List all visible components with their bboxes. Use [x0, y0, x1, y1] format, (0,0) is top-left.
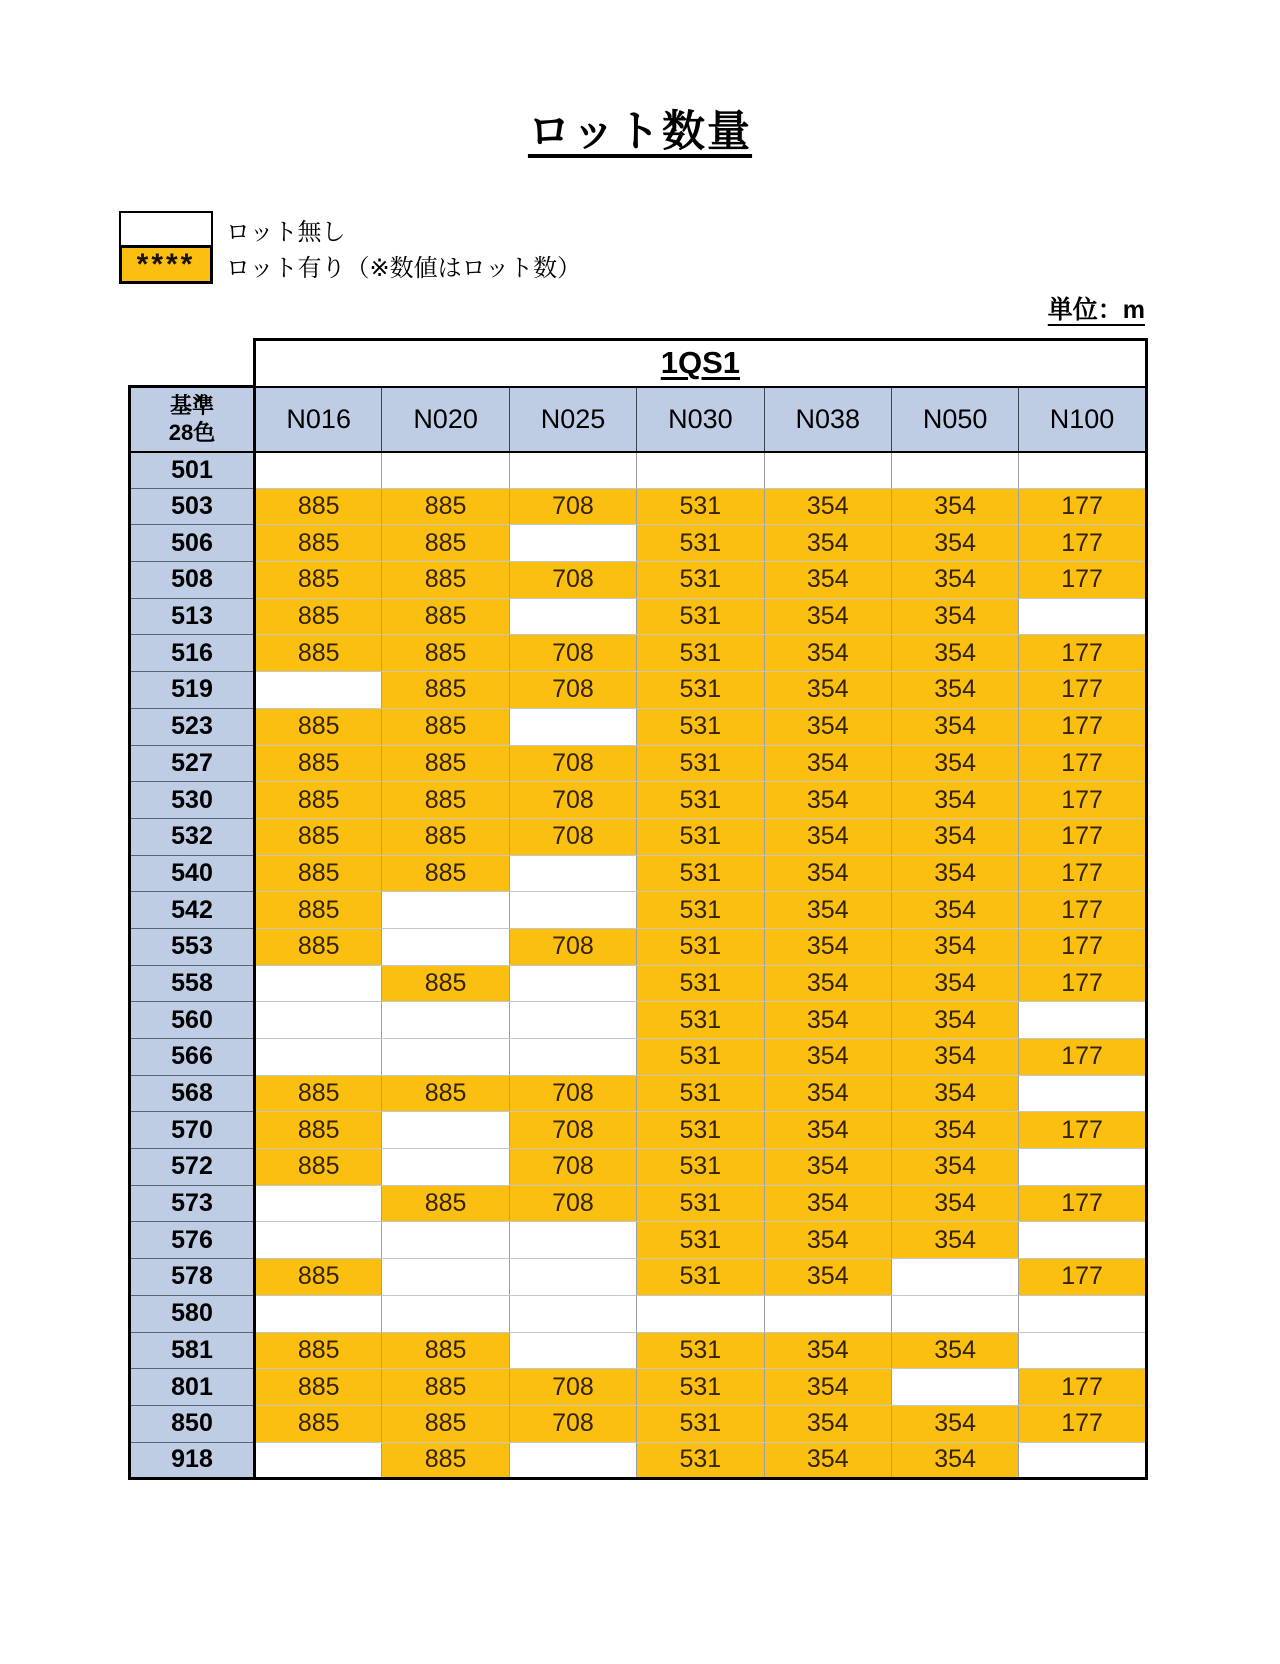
lot-cell: 885 [255, 855, 382, 892]
lot-cell: 531 [637, 672, 764, 709]
table-row-570 [130, 1112, 1147, 1149]
legend-has-lot-label: ロット有り（※数値はロット数） [226, 255, 582, 282]
column-header-n100: N100 [1019, 387, 1146, 452]
table-row-581 [130, 1332, 1147, 1369]
lot-cell: 354 [764, 928, 891, 965]
lot-cell: 354 [764, 1039, 891, 1076]
lot-cell: 885 [255, 562, 382, 599]
lot-cell [1019, 1149, 1146, 1186]
row-label: 506 [130, 525, 255, 562]
lot-cell [509, 525, 636, 562]
table-row-523 [130, 708, 1147, 745]
lot-cell: 177 [1019, 892, 1146, 929]
lot-cell [255, 1442, 382, 1479]
row-label: 508 [130, 562, 255, 599]
lot-cell: 354 [891, 1442, 1018, 1479]
column-header-n030: N030 [637, 387, 764, 452]
lot-quantity-table [128, 338, 1148, 1480]
lot-cell: 531 [637, 892, 764, 929]
lot-cell: 885 [382, 1442, 509, 1479]
lot-cell: 354 [764, 855, 891, 892]
lot-cell: 885 [255, 1149, 382, 1186]
row-label: 553 [130, 928, 255, 965]
table-row-540 [130, 855, 1147, 892]
lot-cell: 531 [637, 1222, 764, 1259]
lot-cell: 531 [637, 1442, 764, 1479]
lot-cell: 531 [637, 1185, 764, 1222]
lot-cell: 354 [764, 745, 891, 782]
row-label: 918 [130, 1442, 255, 1479]
lot-cell: 531 [637, 1405, 764, 1442]
table-top-left-blank [130, 340, 255, 387]
lot-cell: 354 [764, 708, 891, 745]
lot-cell [382, 1222, 509, 1259]
table-row-573 [130, 1185, 1147, 1222]
lot-cell: 354 [764, 965, 891, 1002]
lot-cell [382, 1259, 509, 1296]
lot-cell: 354 [891, 1002, 1018, 1039]
lot-cell: 354 [891, 672, 1018, 709]
lot-cell: 354 [891, 892, 1018, 929]
table-row-503 [130, 488, 1147, 525]
table-row-558 [130, 965, 1147, 1002]
lot-cell [255, 1185, 382, 1222]
lot-cell: 354 [764, 488, 891, 525]
lot-cell: 885 [255, 598, 382, 635]
table-row-568 [130, 1075, 1147, 1112]
lot-cell [382, 452, 509, 489]
lot-cell: 885 [255, 1259, 382, 1296]
table-row-850 [130, 1405, 1147, 1442]
lot-cell: 354 [891, 525, 1018, 562]
row-label: 566 [130, 1039, 255, 1076]
lot-cell: 885 [255, 1112, 382, 1149]
table-row-578 [130, 1259, 1147, 1296]
lot-cell: 177 [1019, 1405, 1146, 1442]
table-row-516 [130, 635, 1147, 672]
lot-cell: 354 [764, 892, 891, 929]
table-row-527 [130, 745, 1147, 782]
lot-cell: 354 [764, 1259, 891, 1296]
lot-cell: 354 [891, 1112, 1018, 1149]
lot-cell [764, 452, 891, 489]
lot-cell: 531 [637, 708, 764, 745]
lot-cell: 354 [891, 745, 1018, 782]
lot-cell [1019, 1075, 1146, 1112]
lot-cell: 708 [509, 1112, 636, 1149]
lot-cell: 708 [509, 1149, 636, 1186]
lot-cell [509, 892, 636, 929]
lot-cell: 885 [382, 1405, 509, 1442]
lot-cell: 885 [255, 635, 382, 672]
lot-cell: 885 [255, 928, 382, 965]
lot-cell: 177 [1019, 1112, 1146, 1149]
lot-cell: 708 [509, 1075, 636, 1112]
lot-cell: 885 [255, 1075, 382, 1112]
lot-cell: 354 [891, 598, 1018, 635]
lot-cell: 354 [891, 488, 1018, 525]
lot-cell [1019, 452, 1146, 489]
row-header-title-line2: 28色 [168, 420, 216, 446]
lot-cell [255, 1295, 382, 1332]
lot-cell: 354 [891, 818, 1018, 855]
lot-cell [382, 1112, 509, 1149]
lot-cell: 177 [1019, 525, 1146, 562]
lot-cell: 708 [509, 1405, 636, 1442]
row-label: 568 [130, 1075, 255, 1112]
lot-cell [255, 452, 382, 489]
column-header-n050: N050 [891, 387, 1018, 452]
lot-cell [1019, 1295, 1146, 1332]
lot-cell: 354 [764, 635, 891, 672]
table-row-572 [130, 1149, 1147, 1186]
table-row-532 [130, 818, 1147, 855]
lot-cell: 885 [382, 1185, 509, 1222]
row-label: 513 [130, 598, 255, 635]
lot-cell [509, 452, 636, 489]
lot-cell: 885 [255, 1332, 382, 1369]
lot-cell: 531 [637, 928, 764, 965]
lot-cell: 354 [764, 1222, 891, 1259]
row-label: 558 [130, 965, 255, 1002]
lot-cell: 885 [382, 782, 509, 819]
lot-cell: 354 [764, 1405, 891, 1442]
lot-cell: 531 [637, 562, 764, 599]
row-label: 573 [130, 1185, 255, 1222]
row-label: 532 [130, 818, 255, 855]
lot-cell [1019, 1442, 1146, 1479]
lot-cell: 177 [1019, 1259, 1146, 1296]
lot-cell: 354 [764, 1002, 891, 1039]
table-row-513 [130, 598, 1147, 635]
column-header-row [130, 387, 1147, 452]
legend-has-lot-swatch: **** [119, 245, 213, 284]
lot-cell: 354 [891, 1405, 1018, 1442]
lot-cell: 177 [1019, 562, 1146, 599]
lot-cell: 531 [637, 1369, 764, 1406]
row-label: 850 [130, 1405, 255, 1442]
lot-cell: 708 [509, 782, 636, 819]
lot-cell: 531 [637, 635, 764, 672]
table-row-566 [130, 1039, 1147, 1076]
lot-table [128, 338, 1148, 1480]
lot-cell [1019, 1002, 1146, 1039]
lot-cell: 531 [637, 525, 764, 562]
lot-cell: 708 [509, 928, 636, 965]
table-row-501 [130, 452, 1147, 489]
lot-cell: 708 [509, 488, 636, 525]
lot-cell [509, 1259, 636, 1296]
lot-cell: 885 [382, 708, 509, 745]
lot-cell [382, 928, 509, 965]
lot-cell: 354 [891, 562, 1018, 599]
lot-cell: 885 [382, 562, 509, 599]
lot-cell: 885 [382, 525, 509, 562]
lot-cell: 531 [637, 855, 764, 892]
row-label: 570 [130, 1112, 255, 1149]
row-header-title [130, 387, 255, 452]
lot-cell: 354 [764, 1185, 891, 1222]
lot-cell [891, 1369, 1018, 1406]
lot-cell [1019, 1332, 1146, 1369]
lot-cell [764, 1295, 891, 1332]
lot-cell: 885 [382, 1332, 509, 1369]
lot-cell: 354 [891, 1075, 1018, 1112]
lot-cell: 885 [255, 488, 382, 525]
table-row-918 [130, 1442, 1147, 1479]
row-label: 801 [130, 1369, 255, 1406]
lot-cell [891, 452, 1018, 489]
lot-cell [255, 1002, 382, 1039]
lot-cell: 177 [1019, 708, 1146, 745]
row-label: 580 [130, 1295, 255, 1332]
column-header-n016: N016 [255, 387, 382, 452]
lot-cell: 531 [637, 745, 764, 782]
lot-cell: 885 [255, 1369, 382, 1406]
lot-cell: 354 [764, 598, 891, 635]
lot-cell [509, 598, 636, 635]
table-row-580 [130, 1295, 1147, 1332]
lot-cell: 708 [509, 672, 636, 709]
lot-cell: 885 [255, 525, 382, 562]
lot-cell: 354 [764, 1075, 891, 1112]
lot-cell: 354 [891, 1185, 1018, 1222]
legend-row-has-lot [119, 247, 581, 284]
lot-cell: 177 [1019, 928, 1146, 965]
lot-cell: 885 [382, 745, 509, 782]
lot-cell: 885 [255, 708, 382, 745]
row-label: 527 [130, 745, 255, 782]
row-label: 519 [130, 672, 255, 709]
lot-cell: 354 [764, 1332, 891, 1369]
lot-cell: 708 [509, 745, 636, 782]
lot-cell [382, 1149, 509, 1186]
group-header-row [130, 340, 1147, 387]
lot-cell: 885 [382, 1075, 509, 1112]
legend-row-no-lot [119, 211, 581, 247]
legend-no-lot-swatch [119, 211, 213, 247]
lot-cell: 531 [637, 1149, 764, 1186]
lot-cell [509, 1002, 636, 1039]
lot-cell [891, 1295, 1018, 1332]
lot-cell: 531 [637, 818, 764, 855]
page-title: ロット数量 [527, 108, 753, 156]
lot-cell: 354 [891, 708, 1018, 745]
lot-cell: 531 [637, 488, 764, 525]
lot-cell: 354 [764, 1149, 891, 1186]
lot-cell [382, 892, 509, 929]
column-header-n025: N025 [509, 387, 636, 452]
lot-cell: 354 [764, 818, 891, 855]
lot-cell [509, 1295, 636, 1332]
lot-cell [637, 1295, 764, 1332]
lot-cell: 354 [764, 1369, 891, 1406]
lot-cell: 354 [891, 1149, 1018, 1186]
row-label: 560 [130, 1002, 255, 1039]
table-row-560 [130, 1002, 1147, 1039]
lot-cell: 531 [637, 1332, 764, 1369]
lot-cell: 354 [764, 782, 891, 819]
column-header-n038: N038 [764, 387, 891, 452]
lot-cell: 354 [764, 562, 891, 599]
row-header-title-line1: 基準 [169, 392, 214, 418]
lot-cell [509, 1442, 636, 1479]
lot-cell: 885 [382, 635, 509, 672]
row-label: 572 [130, 1149, 255, 1186]
lot-cell [509, 1039, 636, 1076]
lot-cell [255, 965, 382, 1002]
lot-cell: 177 [1019, 745, 1146, 782]
lot-cell: 177 [1019, 965, 1146, 1002]
row-label: 516 [130, 635, 255, 672]
lot-cell: 177 [1019, 782, 1146, 819]
legend-no-lot-label: ロット無し [226, 218, 346, 246]
lot-cell: 177 [1019, 1369, 1146, 1406]
lot-cell: 354 [891, 1332, 1018, 1369]
lot-cell: 708 [509, 635, 636, 672]
lot-cell: 531 [637, 782, 764, 819]
lot-cell: 177 [1019, 488, 1146, 525]
lot-cell: 531 [637, 1259, 764, 1296]
table-row-508 [130, 562, 1147, 599]
lot-cell: 531 [637, 1075, 764, 1112]
lot-cell: 354 [891, 1039, 1018, 1076]
lot-cell: 708 [509, 818, 636, 855]
lot-cell: 177 [1019, 635, 1146, 672]
lot-cell: 885 [255, 782, 382, 819]
lot-cell: 354 [764, 1112, 891, 1149]
row-label: 530 [130, 782, 255, 819]
lot-cell: 177 [1019, 672, 1146, 709]
unit-label: 単位：m [1047, 296, 1145, 324]
lot-cell: 354 [764, 672, 891, 709]
row-label: 581 [130, 1332, 255, 1369]
lot-cell: 531 [637, 1039, 764, 1076]
lot-cell: 177 [1019, 1185, 1146, 1222]
row-label: 578 [130, 1259, 255, 1296]
lot-cell: 885 [255, 892, 382, 929]
lot-cell [255, 1222, 382, 1259]
lot-cell: 708 [509, 562, 636, 599]
lot-cell [509, 1222, 636, 1259]
table-row-553 [130, 928, 1147, 965]
lot-cell: 354 [891, 635, 1018, 672]
lot-cell: 885 [255, 818, 382, 855]
lot-cell: 354 [891, 1222, 1018, 1259]
row-label: 523 [130, 708, 255, 745]
lot-cell [382, 1295, 509, 1332]
lot-cell [509, 1332, 636, 1369]
row-label: 576 [130, 1222, 255, 1259]
row-label: 503 [130, 488, 255, 525]
lot-cell: 354 [891, 928, 1018, 965]
lot-cell: 885 [382, 965, 509, 1002]
lot-cell [509, 708, 636, 745]
table-row-576 [130, 1222, 1147, 1259]
lot-cell: 177 [1019, 1039, 1146, 1076]
lot-cell [382, 1039, 509, 1076]
table-row-530 [130, 782, 1147, 819]
lot-cell: 354 [891, 782, 1018, 819]
lot-cell: 885 [382, 488, 509, 525]
row-label: 540 [130, 855, 255, 892]
lot-cell [1019, 1222, 1146, 1259]
lot-cell [637, 452, 764, 489]
row-label: 542 [130, 892, 255, 929]
lot-cell: 531 [637, 1112, 764, 1149]
lot-cell [1019, 598, 1146, 635]
lot-cell: 354 [764, 1442, 891, 1479]
lot-cell: 708 [509, 1185, 636, 1222]
lot-cell: 531 [637, 1002, 764, 1039]
lot-cell [509, 855, 636, 892]
lot-cell: 177 [1019, 818, 1146, 855]
table-row-801 [130, 1369, 1147, 1406]
lot-cell: 354 [891, 965, 1018, 1002]
legend [119, 211, 581, 284]
lot-cell: 531 [637, 598, 764, 635]
table-row-519 [130, 672, 1147, 709]
lot-cell: 885 [255, 745, 382, 782]
table-row-542 [130, 892, 1147, 929]
lot-cell: 177 [1019, 855, 1146, 892]
lot-cell: 885 [255, 1405, 382, 1442]
lot-cell: 885 [382, 598, 509, 635]
lot-cell [255, 672, 382, 709]
lot-cell: 885 [382, 855, 509, 892]
group-header-1qs1: 1QS1 [255, 340, 1147, 387]
lot-cell: 885 [382, 672, 509, 709]
table-row-506 [130, 525, 1147, 562]
column-header-n020: N020 [382, 387, 509, 452]
lot-cell [255, 1039, 382, 1076]
lot-cell [891, 1259, 1018, 1296]
lot-cell: 885 [382, 818, 509, 855]
lot-cell: 885 [382, 1369, 509, 1406]
lot-cell [509, 965, 636, 1002]
lot-cell: 531 [637, 965, 764, 1002]
lot-cell: 354 [764, 525, 891, 562]
lot-cell [382, 1002, 509, 1039]
row-label: 501 [130, 452, 255, 489]
lot-cell: 354 [891, 855, 1018, 892]
lot-cell: 708 [509, 1369, 636, 1406]
